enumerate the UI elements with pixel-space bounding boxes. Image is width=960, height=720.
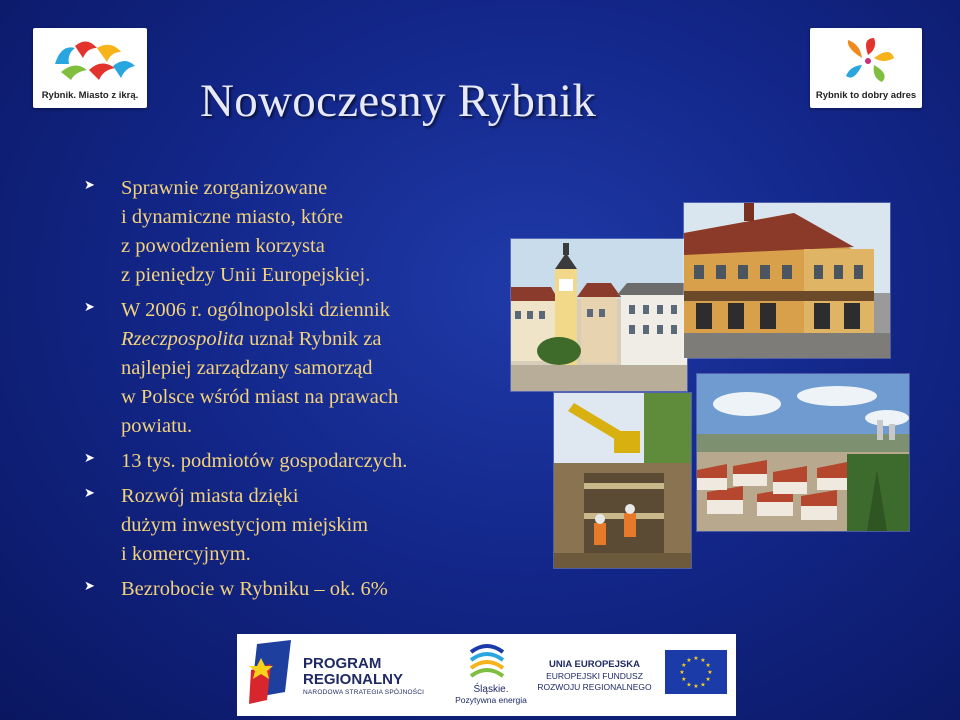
program-regionalny-text [303, 656, 424, 698]
eu-star-icon: ★ [679, 670, 685, 677]
photo-construction-site [553, 392, 692, 569]
eu-star-icon: ★ [686, 658, 692, 665]
newspaper-name: Rzeczpospolita [121, 328, 244, 350]
eu-star-icon: ★ [681, 677, 687, 684]
bullet-line-rich [121, 325, 504, 354]
eu-star-icon: ★ [705, 663, 711, 670]
eu-flag-icon [665, 650, 727, 694]
eu-star-icon: ★ [686, 682, 692, 689]
bullet-line: powiatu. [121, 415, 193, 437]
bullet-line: Sprawnie zorganizowane [121, 177, 328, 199]
bullet-line: i dynamiczne miasto, które [121, 206, 344, 228]
logo-left-caption: Rybnik. Miasto z ikrą. [41, 90, 139, 101]
bullet-line: Bezrobocie w Rybniku – ok. 6% [121, 578, 388, 600]
eu-fund-text [532, 659, 657, 693]
region-name: Śląskie. [473, 684, 509, 695]
arrowhead-bullet-icon: ➤ [84, 579, 95, 594]
bullet-item-2 [84, 296, 504, 441]
bullet-line: w Polsce wśród miast na prawach [121, 386, 399, 408]
bullet-line-rest: uznał Rybnik za [244, 328, 382, 350]
eu-star-icon: ★ [681, 663, 687, 670]
bullet-line: W 2006 r. ogólnopolski dziennik [121, 299, 390, 321]
program-line1: PROGRAM [303, 655, 382, 672]
arrowhead-bullet-icon: ➤ [84, 178, 95, 193]
program-regionalny-emblem-icon [247, 640, 299, 706]
photo-city-panorama [696, 373, 910, 532]
bullet-list [84, 174, 504, 610]
eu-star-icon: ★ [700, 682, 706, 689]
arrowhead-bullet-icon: ➤ [84, 300, 95, 315]
photo-town-square [510, 238, 688, 392]
bullet-line: z powodzeniem korzysta [121, 235, 325, 257]
logo-right-caption: Rybnik to dobry adres [815, 90, 917, 101]
bullet-line: z pieniędzy Unii Europejskiej. [121, 264, 371, 286]
bullet-line: Rozwój miasta dzięki [121, 485, 299, 507]
bullet-item-3 [84, 447, 504, 476]
eu-star-icon: ★ [707, 670, 713, 677]
bullet-line: 13 tys. podmiotów gospodarczych. [121, 450, 408, 472]
rybnik-fish-logo [33, 28, 147, 108]
rybnik-fish-logo-icon [41, 34, 141, 86]
bullet-item-5 [84, 575, 504, 604]
bullet-item-1 [84, 174, 504, 290]
eu-star-icon: ★ [700, 658, 706, 665]
page-title: Nowoczesny Rybnik [200, 75, 597, 127]
eu-line2: EUROPEJSKI FUNDUSZ [546, 671, 643, 681]
eu-line1: UNIA EUROPEJSKA [549, 659, 640, 670]
eu-star-icon: ★ [705, 677, 711, 684]
rybnik-flower-logo-icon [818, 34, 918, 86]
bullet-line: dużym inwestycjom miejskim [121, 514, 369, 536]
funding-footer [237, 634, 736, 716]
slaskie-wave-emblem-icon [469, 642, 505, 682]
arrowhead-bullet-icon: ➤ [84, 486, 95, 501]
bullet-line: najlepiej zarządzany samorząd [121, 357, 373, 379]
program-subtitle: NARODOWA STRATEGIA SPÓJNOŚCI [303, 689, 425, 696]
eu-line3: ROZWOJU REGIONALNEGO [537, 682, 652, 692]
rybnik-flower-logo [810, 28, 922, 108]
photo-historic-building [683, 202, 891, 359]
eu-star-icon: ★ [693, 656, 699, 663]
arrowhead-bullet-icon: ➤ [84, 451, 95, 466]
eu-star-icon: ★ [693, 684, 699, 691]
slaskie-text [451, 684, 531, 705]
bullet-line: i komercyjnym. [121, 543, 251, 565]
bullet-item-4 [84, 482, 504, 569]
program-line2: REGIONALNY [303, 671, 404, 688]
region-tagline: Pozytywna energia [455, 695, 527, 705]
